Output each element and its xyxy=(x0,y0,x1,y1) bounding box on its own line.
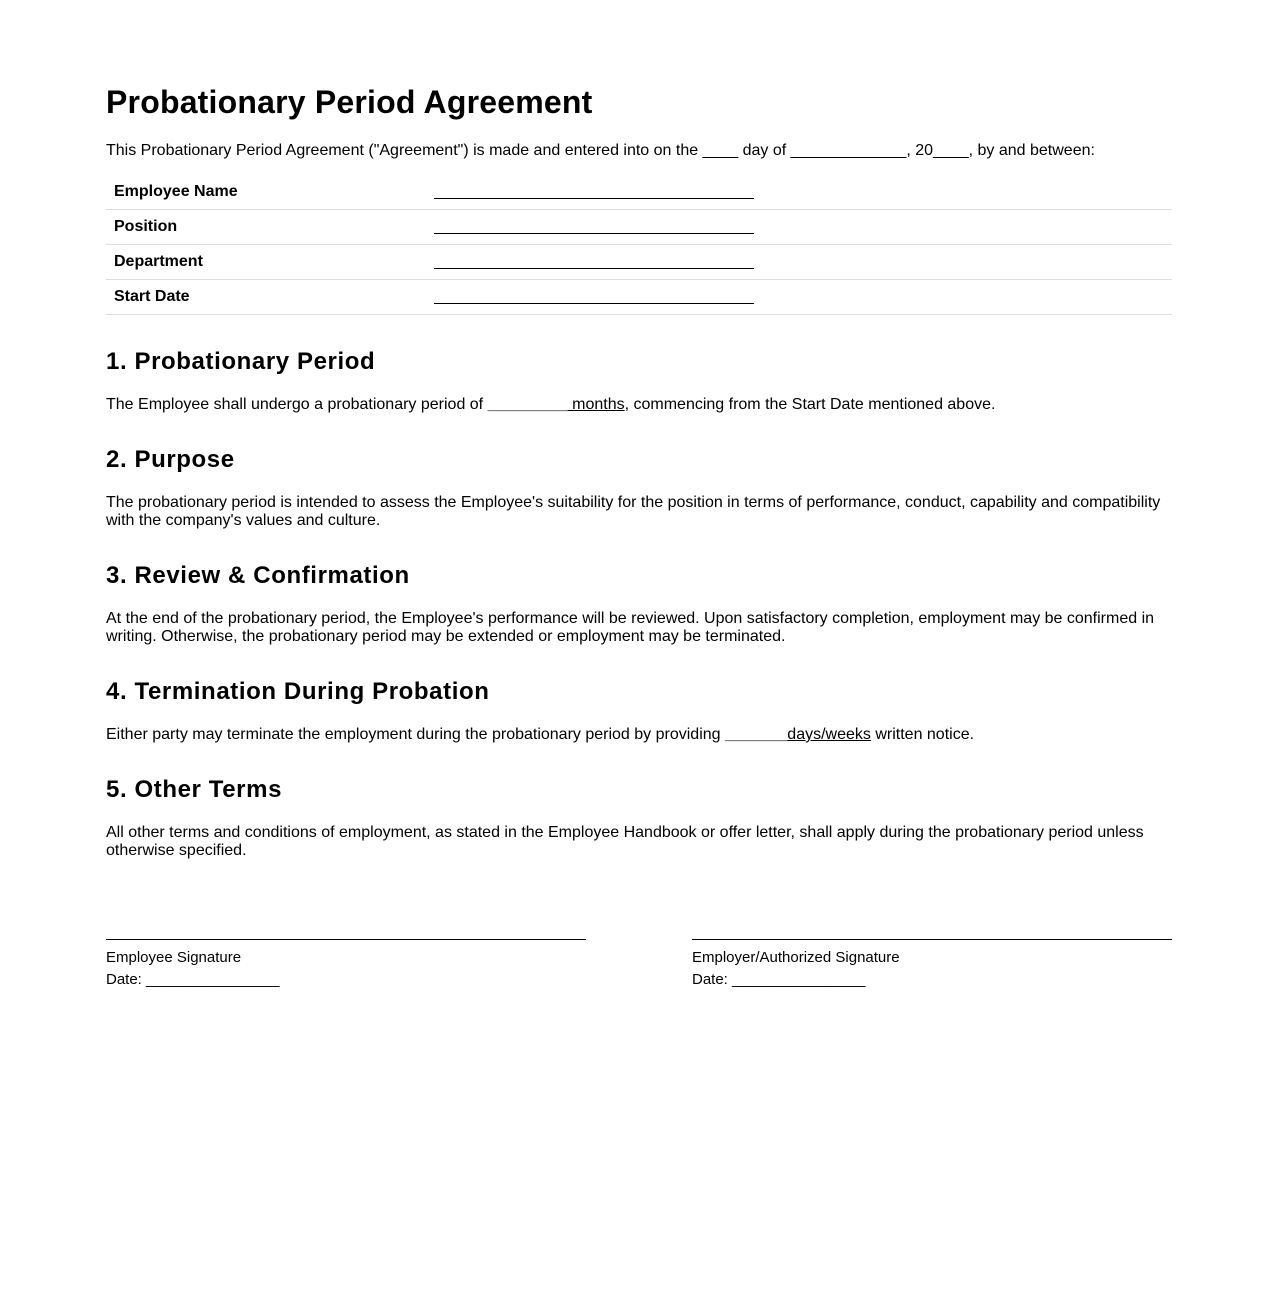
table-row xyxy=(106,280,1172,315)
document-title: Probationary Period Agreement xyxy=(106,84,593,120)
intro-year-prefix: , 20 xyxy=(906,142,934,159)
table-row xyxy=(106,210,1172,245)
section-1-heading: 1. Probationary Period xyxy=(106,348,376,375)
intro-month-blank: _____________ xyxy=(790,142,907,159)
section-1-text-end: , commencing from the Start Date mentioned above. xyxy=(624,396,996,413)
intro-year-blank: ____ xyxy=(933,142,969,159)
table-row xyxy=(106,245,1172,280)
position-field[interactable] xyxy=(426,210,1172,245)
intro-day-blank: ____ xyxy=(702,142,739,159)
position-label: Position xyxy=(106,210,426,245)
section-5-body: All other terms and conditions of employment, as stated in the Employee Handbook or offer letter, shall apply during the probationary period unless otherwise specified. xyxy=(106,824,1144,859)
months-blank: _________ xyxy=(487,396,568,413)
department-field[interactable] xyxy=(426,245,1172,280)
employee-name-blank xyxy=(434,198,754,199)
months-unit: months xyxy=(567,396,625,413)
employee-date-blank[interactable]: ________________ xyxy=(146,971,280,988)
section-2-body: The probationary period is intended to assess the Employee's suitability for the position in terms of performance, conduct, capability and compatibility with the company's values and culture. xyxy=(106,494,1161,529)
employee-info-table xyxy=(106,175,1172,315)
notice-unit: days/weeks xyxy=(787,726,871,743)
employer-date-label: Date: xyxy=(692,971,733,988)
notice-blank: _______ xyxy=(725,726,788,743)
employee-signature-line[interactable] xyxy=(106,939,586,940)
start-date-blank xyxy=(434,303,754,304)
intro-suffix: , by and between: xyxy=(968,142,1095,159)
employer-signature-block xyxy=(692,939,1172,991)
employee-date-label: Date: xyxy=(106,971,147,988)
employer-signature-line[interactable] xyxy=(692,939,1172,940)
position-blank xyxy=(434,233,754,234)
employee-signature-block xyxy=(106,939,586,991)
department-blank xyxy=(434,268,754,269)
section-5-heading: 5. Other Terms xyxy=(106,776,283,803)
employer-signature-caption: Employer/Authorized Signature xyxy=(692,949,900,966)
start-date-label: Start Date xyxy=(106,280,426,315)
section-4-text-end: written notice. xyxy=(870,726,975,743)
employee-name-field[interactable] xyxy=(426,175,1172,210)
intro-prefix: This Probationary Period Agreement ("Agreement") is made and entered into on the xyxy=(106,142,703,159)
intro-paragraph xyxy=(106,141,1095,160)
section-1-body xyxy=(106,396,1172,414)
section-3-body: At the end of the probationary period, the Employee's performance will be reviewed. Upon satisfactory completion, employment may be confirmed in writing. Otherwise, the probationary period may be extended or employment may be terminated. xyxy=(106,610,1155,645)
employer-date-blank[interactable]: ________________ xyxy=(732,971,866,988)
section-2-heading: 2. Purpose xyxy=(106,446,235,473)
employee-date xyxy=(106,969,586,991)
section-4-text: Either party may terminate the employment during the probationary period by providing xyxy=(106,726,725,743)
intro-day-suffix: day of xyxy=(738,142,791,159)
section-3-heading: 3. Review & Confirmation xyxy=(106,562,410,589)
department-label: Department xyxy=(106,245,426,280)
section-1-text: The Employee shall undergo a probationary period of xyxy=(106,396,488,413)
table-row xyxy=(106,175,1172,210)
employer-date xyxy=(692,969,1172,991)
section-4-body xyxy=(106,726,1172,744)
start-date-field[interactable] xyxy=(426,280,1172,315)
employee-signature-caption: Employee Signature xyxy=(106,949,242,966)
employee-name-label: Employee Name xyxy=(106,175,426,210)
section-4-heading: 4. Termination During Probation xyxy=(106,678,490,705)
